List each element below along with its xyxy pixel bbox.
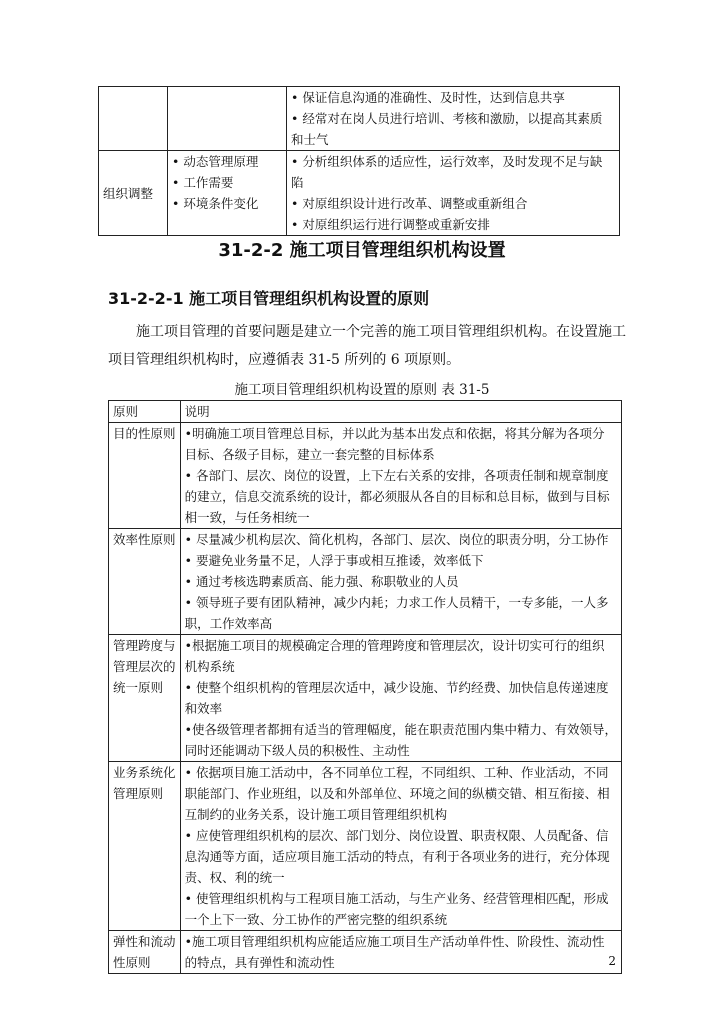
description-line: 相一致，与任务相统一 [184, 510, 310, 525]
description-line: 责、权、利的统一 [184, 870, 285, 885]
description-line: •使各级管理者都拥有适当的管理幅度，能在职责范围内集中精力、有效领导， [184, 722, 617, 737]
principle-line: 业务系统化 [113, 765, 176, 780]
description-line: • 应使管理组织机构的层次、部门划分、岗位设置、职责权限、人员配备、信 [184, 828, 609, 843]
header-description: 说明 [180, 401, 621, 423]
description-line: 职，工作效率高 [184, 616, 273, 631]
description-cell [180, 529, 621, 635]
principle-line: 统一原则 [113, 680, 164, 695]
row2-col3-line: • 分析组织体系的适应性，运行效率，及时发现不足与缺 [291, 154, 603, 169]
page-number: 2 [608, 954, 616, 968]
description-line: •施工项目管理组织机构应能适应施工项目生产活动单件性、阶段性、流动性 [184, 934, 605, 949]
principle-line: 管理层次的 [113, 659, 176, 674]
description-cell [180, 635, 621, 762]
principle-line: 管理原则 [113, 786, 164, 801]
row2-col3 [287, 151, 620, 236]
table-row [109, 423, 622, 529]
row1-label [99, 87, 168, 151]
table-row [109, 635, 622, 762]
row1-col3 [287, 87, 620, 151]
description-line: • 依据项目施工活动中，各不同单位工程，不同组织、工种、作业活动，不同 [184, 765, 609, 780]
description-line: • 使管理组织机构与工程项目施工活动，与生产业务、经营管理相匹配，形成 [184, 891, 609, 906]
table-row [99, 87, 620, 151]
description-line: • 通过考核选聘素质高、能力强、称职敬业的人员 [184, 574, 459, 589]
table-row [109, 931, 622, 974]
description-line: • 各部门、层次、岗位的设置，上下左右关系的安排，各项责任制和规章制度 [184, 468, 609, 483]
principle-cell [109, 635, 181, 762]
principle-cell [109, 931, 181, 974]
table-row [109, 529, 622, 635]
header-principle: 原则 [109, 401, 181, 423]
description-line: • 要避免业务量不足，人浮于事或相互推诿，效率低下 [184, 553, 484, 568]
principle-cell [109, 762, 181, 931]
principle-cell [109, 423, 181, 529]
description-cell [180, 931, 621, 974]
description-cell [180, 423, 621, 529]
row2-col3-line: • 对原组织设计进行改革、调整或重新组合 [291, 196, 528, 211]
description-line: 息沟通等方面，适应项目施工活动的特点，有利于各项业务的进行，充分体现 [184, 849, 610, 864]
principle-line: 管理跨度与 [113, 638, 176, 653]
description-line: 机构系统 [184, 659, 235, 674]
description-line: • 尽量减少机构层次、简化机构，各部门、层次、岗位的职责分明，分工协作 [184, 532, 609, 547]
sub-title: 31-2-2-1 施工项目管理组织机构设置的原则 [108, 289, 430, 308]
row2-col3-line: 陷 [291, 175, 304, 190]
description-line: 互制约的业务关系，设计施工项目管理组织机构 [184, 807, 448, 822]
row2-col2-line: • 环境条件变化 [172, 196, 259, 211]
principle-line: 目的性原则 [113, 426, 176, 441]
top-table [98, 86, 620, 236]
table-row [109, 762, 622, 931]
row2-col2-line: • 工作需要 [172, 175, 234, 190]
description-line: 的建立，信息交流系统的设计，都必须服从各自的目标和总目标，做到与目标 [184, 489, 610, 504]
description-line: •根据施工项目的规模确定合理的管理跨度和管理层次，设计切实可行的组织 [184, 638, 605, 653]
description-line: • 领导班子要有团队精神，减少内耗；力求工作人员精干，一专多能，一人多 [184, 595, 609, 610]
main-table [108, 400, 622, 974]
paragraph: 施工项目管理的首要问题是建立一个完善的施工项目管理组织机构。在设置施工项目管理组织机构时，应遵循表 31-5 所列的 6 项原则。 [108, 324, 626, 368]
description-line: •明确施工项目管理总目标，并以此为基本出发点和依据，将其分解为各项分 [184, 426, 605, 441]
principle-line: 性原则 [113, 955, 151, 970]
description-cell [180, 762, 621, 931]
description-line: 的特点，具有弹性和流动性 [184, 955, 335, 970]
table-caption: 施工项目管理组织机构设置的原则 表 31-5 [234, 382, 490, 398]
description-line: • 使整个组织机构的管理层次适中，减少设施、节约经费、加快信息传递速度 [184, 680, 609, 695]
row2-col2 [168, 151, 287, 236]
description-line: 职能部门、作业班组，以及和外部单位、环境之间的纵横交错、相互衔接、相 [184, 786, 610, 801]
row1-col3-line: 和士气 [291, 132, 329, 147]
table-header-row [109, 401, 622, 423]
row1-col2 [168, 87, 287, 151]
table-row [99, 151, 620, 236]
description-line: 和效率 [184, 701, 223, 716]
row2-col3-line: • 对原组织运行进行调整或重新安排 [291, 217, 490, 232]
principle-line: 效率性原则 [113, 532, 176, 547]
description-line: 目标、各级子目标，建立一套完整的目标体系 [184, 447, 435, 462]
row2-col2-line: • 动态管理原理 [172, 154, 259, 169]
description-line: 一个上下一致、分工协作的严密完整的组织系统 [184, 912, 448, 927]
principle-cell [109, 529, 181, 635]
row1-col3-line: • 保证信息沟通的准确性、及时性，达到信息共享 [291, 90, 565, 105]
row2-label: 组织调整 [99, 151, 168, 236]
row1-col3-line: • 经常对在岗人员进行培训、考核和激励，以提高其素质 [291, 111, 603, 126]
principle-line: 弹性和流动 [113, 934, 176, 949]
section-title: 31-2-2 施工项目管理组织机构设置 [218, 240, 506, 261]
description-line: 同时还能调动下级人员的积极性、主动性 [184, 743, 410, 758]
